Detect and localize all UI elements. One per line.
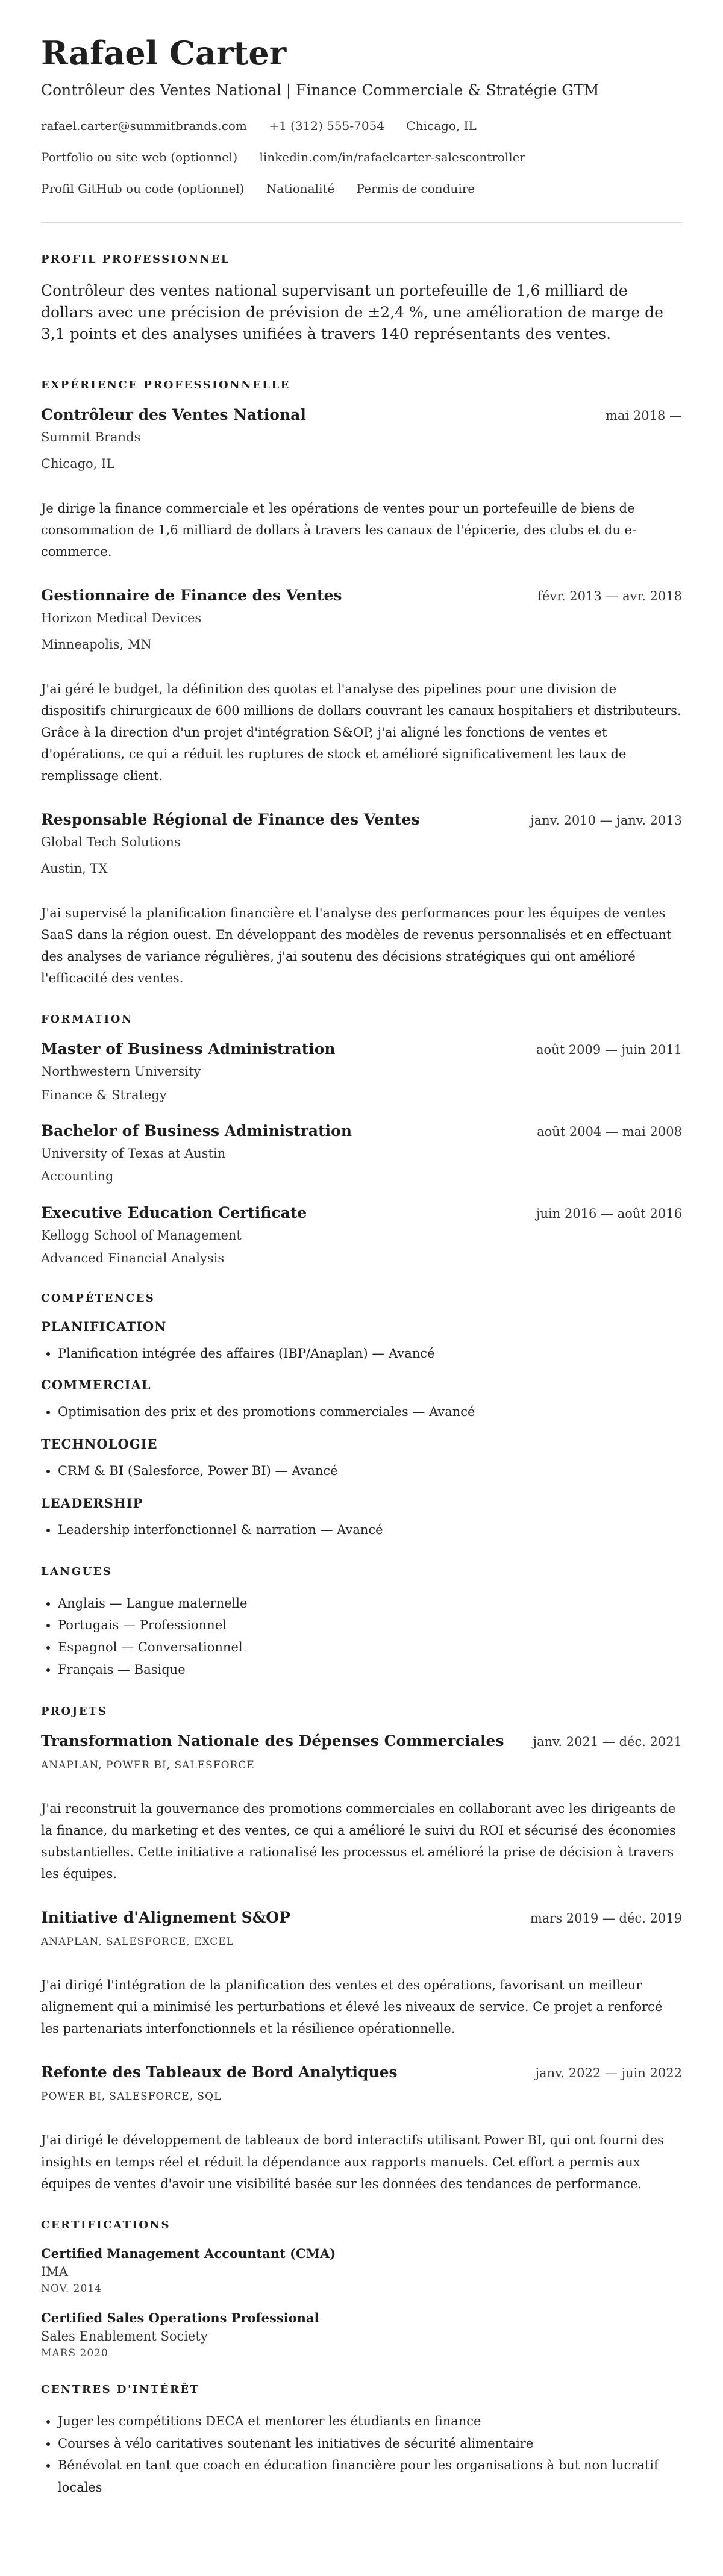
job-description: J'ai supervisé la planification financière et l'analyse des performances pour les équipes de ventes SaaS dans la région ouest. En développant des modèles de revenus personnalisés et en effectuant des analyses de variance régulières, j'ai soutenu des décisions stratégiques qui ont amélioré l'efficacité des ventes.	[41, 905, 672, 985]
interests-heading: CENTRES D'INTÉRÊT	[41, 2383, 200, 2396]
email-link[interactable]: rafael.carter@summitbrands.com	[41, 118, 247, 133]
skill-list	[41, 1460, 682, 1482]
language-item: • Français — Basique	[58, 1659, 682, 1681]
certification-date: NOV. 2014	[41, 2282, 102, 2295]
summary-text: Contrôleur des ventes national supervisant un portefeuille de 1,6 milliard de dollars avec une précision de prévision de ±2,4 %, une amélioration de marge de 3,1 points et des analyses unifiées à travers 140 représentants des ventes.	[41, 281, 663, 343]
education-dates: août 2009 — juin 2011	[536, 1043, 682, 1058]
school-name: Kellogg School of Management	[41, 1227, 242, 1243]
interests-section	[41, 2383, 682, 2499]
interest-list	[41, 2410, 682, 2499]
job-location: Minneapolis, MN	[41, 637, 152, 652]
skill-item: • Optimisation des prix et des promotions commerciales — Avancé	[58, 1401, 682, 1423]
linkedin-link[interactable]: linkedin.com/in/rafaelcarter-salescontroller	[259, 149, 526, 164]
project-title: Transformation Nationale des Dépenses Commerciales	[41, 1732, 504, 1750]
field-of-study: Accounting	[41, 1169, 114, 1184]
certification-date: MARS 2020	[41, 2347, 108, 2359]
projects-section	[41, 1705, 682, 2195]
candidate-name: Rafael Carter	[41, 34, 287, 72]
project-description: J'ai reconstruit la gouvernance des promotions commerciales en collaborant avec les dirigeants de la finance, du marketing et des ventes, ce qui a amélioré le suivi du ROI et sécurisé des économies substantielles. Cette initiative a rationalisé les processus et amélioré la prise de décision à travers les équipes.	[41, 1801, 676, 1882]
education-section	[41, 1013, 682, 1268]
experience-section	[41, 379, 682, 989]
field-of-study: Finance & Strategy	[41, 1087, 167, 1102]
certification-org: Sales Enablement Society	[41, 2328, 208, 2344]
certifications-heading: CERTIFICATIONS	[41, 2218, 171, 2231]
job-title: Gestionnaire de Finance des Ventes	[41, 587, 342, 605]
degree-title: Executive Education Certificate	[41, 1203, 307, 1221]
interest-item: • Courses à vélo caritatives soutenant les initiatives de sécurité alimentaire	[58, 2433, 682, 2455]
project-description: J'ai dirigé le développement de tableaux de bord interactifs utilisant Power BI, qui ont fourni des insights en temps réel et réduit la dépendance aux rapports manuels. Cet effort a permis aux équipes de ventes d'avoir une visibilité basée sur les données des tendances de performance.	[41, 2133, 664, 2191]
school-name: University of Texas at Austin	[41, 1146, 226, 1161]
skill-category: PLANIFICATION	[41, 1318, 167, 1334]
interest-item: • Juger les compétitions DECA et mentorer les étudiants en finance	[58, 2410, 682, 2433]
skill-list	[41, 1519, 682, 1541]
job-location: Chicago, IL	[41, 456, 115, 471]
project-dates: janv. 2022 — juin 2022	[535, 2066, 682, 2081]
company-name: Global Tech Solutions	[41, 835, 181, 850]
certification-org: IMA	[41, 2264, 68, 2279]
skill-item: • Leadership interfonctionnel & narration — Avancé	[58, 1519, 682, 1541]
contact-line-links	[41, 148, 682, 166]
experience-entry	[41, 811, 682, 989]
job-title: Contrôleur des Ventes National	[41, 406, 306, 424]
skill-list	[41, 1401, 682, 1423]
project-entry	[41, 1732, 682, 1885]
certification-name: Certified Management Accountant (CMA)	[41, 2245, 336, 2261]
education-entry	[41, 1204, 682, 1268]
skill-item: • Planification intégrée des affaires (IBP/Anaplan) — Avancé	[58, 1343, 682, 1365]
education-dates: juin 2016 — août 2016	[536, 1206, 682, 1221]
experience-entry	[41, 587, 682, 787]
summary-heading: PROFIL PROFESSIONNEL	[41, 252, 230, 266]
certification-entry	[41, 2246, 682, 2295]
location-text: Chicago, IL	[406, 118, 477, 133]
project-tags: ANAPLAN, POWER BI, SALESFORCE	[41, 1759, 255, 1771]
job-description: J'ai géré le budget, la définition des quotas et l'analyse des pipelines pour une division de dispositifs chirurgicaux de 600 millions de dollars couvrant les canaux hospitaliers et distributeurs. Grâce à la direction d'un projet d'intégration S&OP, j'ai aligné les fonctions de ventes et d'opérations, ce qui a réduit les ruptures de stock et amélioré significativement les taux de remplissage client.	[41, 681, 681, 784]
project-tags: POWER BI, SALESFORCE, SQL	[41, 2091, 222, 2103]
education-entry	[41, 1122, 682, 1186]
language-item: • Espagnol — Conversationnel	[58, 1636, 682, 1659]
certifications-section	[41, 2219, 682, 2359]
project-entry	[41, 1909, 682, 2039]
project-title: Initiative d'Alignement S&OP	[41, 1909, 290, 1927]
projects-heading: PROJETS	[41, 1704, 108, 1718]
education-dates: août 2004 — mai 2008	[537, 1124, 682, 1139]
skill-list	[41, 1343, 682, 1365]
job-location: Austin, TX	[41, 861, 108, 876]
job-title: Responsable Régional de Finance des Ventes	[41, 811, 420, 829]
language-item: • Anglais — Langue maternelle	[58, 1592, 682, 1615]
language-list	[41, 1592, 682, 1681]
project-entry	[41, 2063, 682, 2194]
job-dates: janv. 2010 — janv. 2013	[530, 813, 682, 828]
skills-section	[41, 1292, 682, 1541]
skill-item: • CRM & BI (Salesforce, Power BI) — Avancé	[58, 1460, 682, 1482]
languages-section	[41, 1565, 682, 1681]
languages-heading: LANGUES	[41, 1565, 113, 1578]
experience-heading: EXPÉRIENCE PROFESSIONNELLE	[41, 379, 290, 392]
skill-category: LEADERSHIP	[41, 1495, 143, 1511]
project-title: Refonte des Tableaux de Bord Analytiques	[41, 2063, 398, 2082]
resume-header	[41, 36, 682, 198]
project-description: J'ai dirigé l'intégration de la planification des ventes et des opérations, favorisant un meilleur alignement qui a minimisé les perturbations et élevé les niveaux de service. Ce projet a renforcé les partenariats interfonctionnels et la résilience opérationnelle.	[41, 1978, 663, 2036]
company-name: Horizon Medical Devices	[41, 611, 202, 626]
skill-category: TECHNOLOGIE	[41, 1436, 158, 1452]
contact-line-primary	[41, 117, 682, 135]
company-name: Summit Brands	[41, 430, 141, 445]
skill-category: COMMERCIAL	[41, 1377, 151, 1393]
project-tags: ANAPLAN, SALESFORCE, EXCEL	[41, 1936, 234, 1948]
degree-title: Master of Business Administration	[41, 1040, 336, 1058]
job-dates: févr. 2013 — avr. 2018	[537, 589, 682, 604]
degree-title: Bachelor of Business Administration	[41, 1121, 352, 1140]
job-dates: mai 2018 —	[606, 408, 682, 423]
nationality-text: Nationalité	[266, 181, 335, 196]
portfolio-link[interactable]: Portfolio ou site web (optionnel)	[41, 149, 238, 164]
skills-heading: COMPÉTENCES	[41, 1291, 155, 1305]
headline: Contrôleur des Ventes National | Finance Commerciale & Stratégie GTM	[41, 81, 599, 99]
interest-item: • Bénévolat en tant que coach en éducation financière pour les organisations à but non lucratif locales	[58, 2454, 682, 2499]
education-entry	[41, 1040, 682, 1104]
phone-text: +1 (312) 555-7054	[269, 118, 384, 133]
certification-entry	[41, 2310, 682, 2359]
school-name: Northwestern University	[41, 1064, 201, 1079]
summary-section	[41, 253, 682, 346]
job-description: Je dirige la finance commerciale et les opérations de ventes pour un portefeuille de biens de consommation de 1,6 milliard de dollars à travers les canaux de l'épicerie, des clubs et du e-commerce.	[41, 501, 637, 560]
language-item: • Portugais — Professionnel	[58, 1614, 682, 1636]
project-dates: mars 2019 — déc. 2019	[530, 1911, 682, 1926]
certification-name: Certified Sales Operations Professional	[41, 2310, 319, 2325]
education-heading: FORMATION	[41, 1013, 133, 1026]
contact-line-extra	[41, 179, 682, 198]
header-divider	[41, 222, 682, 223]
license-text: Permis de conduire	[356, 181, 475, 196]
field-of-study: Advanced Financial Analysis	[41, 1251, 225, 1266]
experience-entry	[41, 406, 682, 563]
project-dates: janv. 2021 — déc. 2021	[533, 1734, 682, 1749]
github-link[interactable]: Profil GitHub ou code (optionnel)	[41, 181, 245, 196]
